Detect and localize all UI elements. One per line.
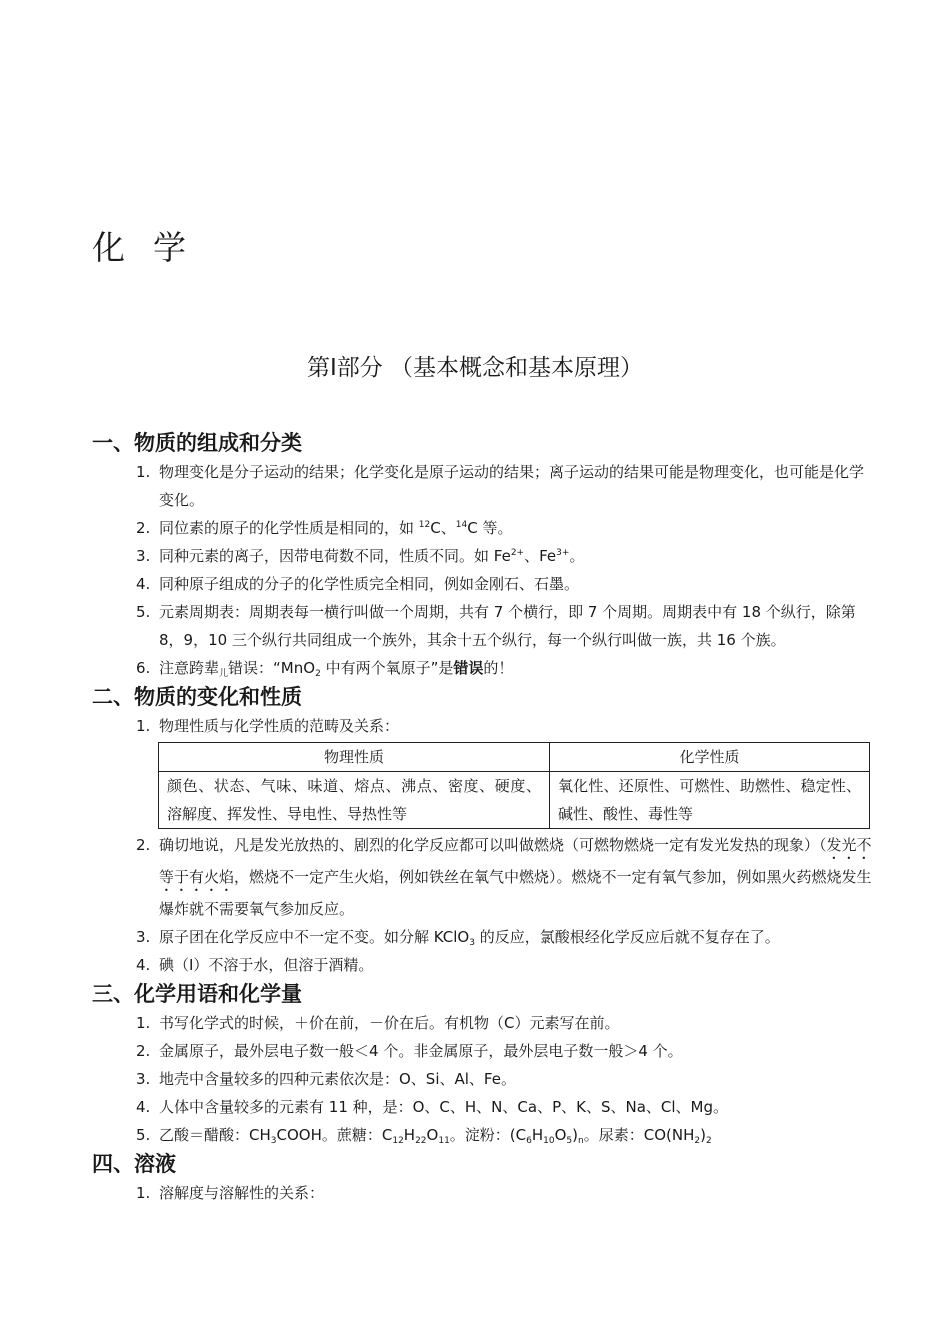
item-number: 4. <box>136 575 151 593</box>
formula-text: 。淀粉：(C <box>449 1126 527 1144</box>
ion-element: Fe <box>493 547 511 565</box>
item-text: 的反应，氯酸根经化学反应后就不复存在了。 <box>474 928 780 946</box>
list-item <box>136 654 872 682</box>
item-text: 注意跨辈 <box>159 659 220 677</box>
ion-charge: 2+ <box>510 548 525 558</box>
formula-subscript: 3 <box>270 1136 277 1146</box>
item-number: 5. <box>136 1126 151 1144</box>
item-list <box>92 1009 872 1149</box>
list-item <box>136 570 872 598</box>
formula-subscript: 11 <box>438 1136 450 1146</box>
list-item <box>136 458 872 514</box>
item-text: 地壳中含量较多的四种元素依次是：O、Si、Al、Fe。 <box>159 1070 516 1088</box>
separator: 、 <box>440 519 456 537</box>
formula-text: ) <box>700 1126 706 1144</box>
item-number: 6. <box>136 659 151 677</box>
formula-subscript: 10 <box>543 1136 555 1146</box>
item-text: 人体中含量较多的元素有 11 种，是：O、C、H、N、Ca、P、K、S、Na、Cl、Mg。 <box>159 1098 728 1116</box>
dotted-emphasis: 发光不等于有火焰 <box>159 836 872 886</box>
item-text: 原子团在化学反应中不一定不变。如分解 KClO <box>159 928 470 946</box>
item-text: 。 <box>569 547 585 565</box>
formula-subscript: 22 <box>415 1136 427 1146</box>
isotope-mass: 14 <box>455 520 468 530</box>
formula-subscript: 2 <box>694 1136 701 1146</box>
item-text: 元素周期表：周期表每一横行叫做一个周期，共有 7 个横行，即 7 个周期。周期表中有 18 个纵行，除第 8，9，10 三个纵行共同组成一个族外，其余十五个纵行，每一个纵行叫做一族，共 16 个族。 <box>159 603 856 649</box>
formula-subscript: 5 <box>566 1136 573 1146</box>
item-text: 同种原子组成的分子的化学性质完全相同，例如金刚石、石墨。 <box>159 575 580 593</box>
item-text: 同位素的原子的化学性质是相同的，如 <box>159 519 419 537</box>
formula-subscript: 12 <box>392 1136 404 1146</box>
table-cell: 颜色、状态、气味、味道、熔点、沸点、密度、硬度、溶解度、挥发性、导电性、导热性等 <box>159 772 550 829</box>
section-heading: 三、化学用语和化学量 <box>92 982 302 1006</box>
item-text: 错误：“MnO <box>228 659 316 677</box>
table-cell: 氧化性、还原性、可燃性、助燃性、稳定性、碱性、酸性、毒性等 <box>550 772 870 829</box>
item-number: 2. <box>136 519 151 537</box>
item-text: 中有两个氧原子”是 <box>320 659 454 677</box>
small-char: 儿 <box>219 669 229 679</box>
formula-text: ) <box>572 1126 578 1144</box>
item-number: 1. <box>136 717 151 735</box>
item-text: 物理变化是分子运动的结果；化学变化是原子运动的结果；离子运动的结果可能是物理变化，也可能是化学变化。 <box>159 463 865 509</box>
formula-text: 。尿素：CO(NH <box>583 1126 695 1144</box>
isotope-mass: 12 <box>418 520 431 530</box>
list-item <box>136 1179 872 1207</box>
isotope-element: C <box>467 519 478 537</box>
item-text: 碘（I）不溶于水，但溶于酒精。 <box>159 956 374 974</box>
list-item <box>136 598 872 654</box>
item-list <box>92 712 872 979</box>
list-item <box>136 951 872 979</box>
item-list <box>92 458 872 682</box>
item-text: 等。 <box>477 519 513 537</box>
formula-text: COOH。蔗糖：C <box>276 1126 393 1144</box>
list-item <box>136 542 872 570</box>
item-number: 4. <box>136 956 151 974</box>
formula-subscript: 6 <box>526 1136 532 1146</box>
formula-text: O <box>426 1126 439 1144</box>
isotope-element: C <box>430 519 441 537</box>
item-number: 2. <box>136 836 151 854</box>
item-number: 3. <box>136 928 151 946</box>
table-header-row <box>159 743 870 772</box>
section-changes <box>92 682 872 979</box>
item-number: 1. <box>136 463 151 481</box>
list-item <box>136 831 872 923</box>
item-text: 同种元素的离子，因带电荷数不同，性质不同。如 <box>159 547 494 565</box>
item-number: 1. <box>136 1014 151 1032</box>
formula-text: 乙酸＝醋酸：CH <box>159 1126 271 1144</box>
formula-subscript: n <box>578 1136 584 1146</box>
section-solutions <box>92 1149 872 1207</box>
ion-charge: 3+ <box>556 548 570 558</box>
formula-text: O <box>554 1126 567 1144</box>
item-text: 确切地说，凡是发光放热的、剧烈的化学反应都可以叫做燃烧（可燃物燃烧一定有发光发热的现象）（ <box>159 836 827 854</box>
item-number: 3. <box>136 1070 151 1088</box>
formula-text: H <box>403 1126 416 1144</box>
document-body <box>92 428 872 1207</box>
list-item <box>136 1037 872 1065</box>
item-number: 5. <box>136 603 151 621</box>
formula-text: H <box>531 1126 544 1144</box>
section-heading: 四、溶液 <box>92 1152 176 1176</box>
list-item <box>136 1121 872 1149</box>
section-heading: 一、物质的组成和分类 <box>92 431 302 455</box>
item-text: 溶解度与溶解性的关系： <box>159 1184 325 1202</box>
emphasis-text: 错误 <box>453 659 484 677</box>
list-item <box>136 712 872 829</box>
formula-subscript: 3 <box>469 938 475 948</box>
item-text: ，燃烧不一定产生火焰，例如铁丝在氧气中燃烧）。燃烧不一定有氧气参加，例如黑火药燃烧发生爆炸就不需要氧气参加反应。 <box>159 868 872 918</box>
section-composition <box>92 428 872 682</box>
ion-element: Fe <box>539 547 557 565</box>
formula-subscript: 2 <box>705 1136 712 1146</box>
table-header: 化学性质 <box>550 743 870 772</box>
list-item <box>136 514 872 542</box>
section-terms <box>92 979 872 1149</box>
item-number: 1. <box>136 1184 151 1202</box>
list-item <box>136 1065 872 1093</box>
item-number: 4. <box>136 1098 151 1116</box>
table-header: 物理性质 <box>159 743 550 772</box>
list-item <box>136 1009 872 1037</box>
section-heading: 二、物质的变化和性质 <box>92 685 302 709</box>
list-item <box>136 923 872 951</box>
item-text: 书写化学式的时候，＋价在前，－价在后。有机物（C）元素写在前。 <box>159 1014 620 1032</box>
table-row <box>159 772 870 829</box>
separator: 、 <box>524 547 540 565</box>
document-title: 化学 <box>92 228 214 267</box>
part-title: 第Ⅰ部分 （基本概念和基本原理） <box>306 355 644 381</box>
item-text: 的！ <box>483 659 514 677</box>
item-list <box>92 1179 872 1207</box>
item-text: 物理性质与化学性质的范畴及关系： <box>159 717 400 735</box>
properties-table <box>158 742 870 829</box>
item-number: 3. <box>136 547 151 565</box>
formula-subscript: 2 <box>315 669 321 679</box>
list-item <box>136 1093 872 1121</box>
item-number: 2. <box>136 1042 151 1060</box>
item-text: 金属原子，最外层电子数一般＜4 个。非金属原子，最外层电子数一般＞4 个。 <box>159 1042 683 1060</box>
